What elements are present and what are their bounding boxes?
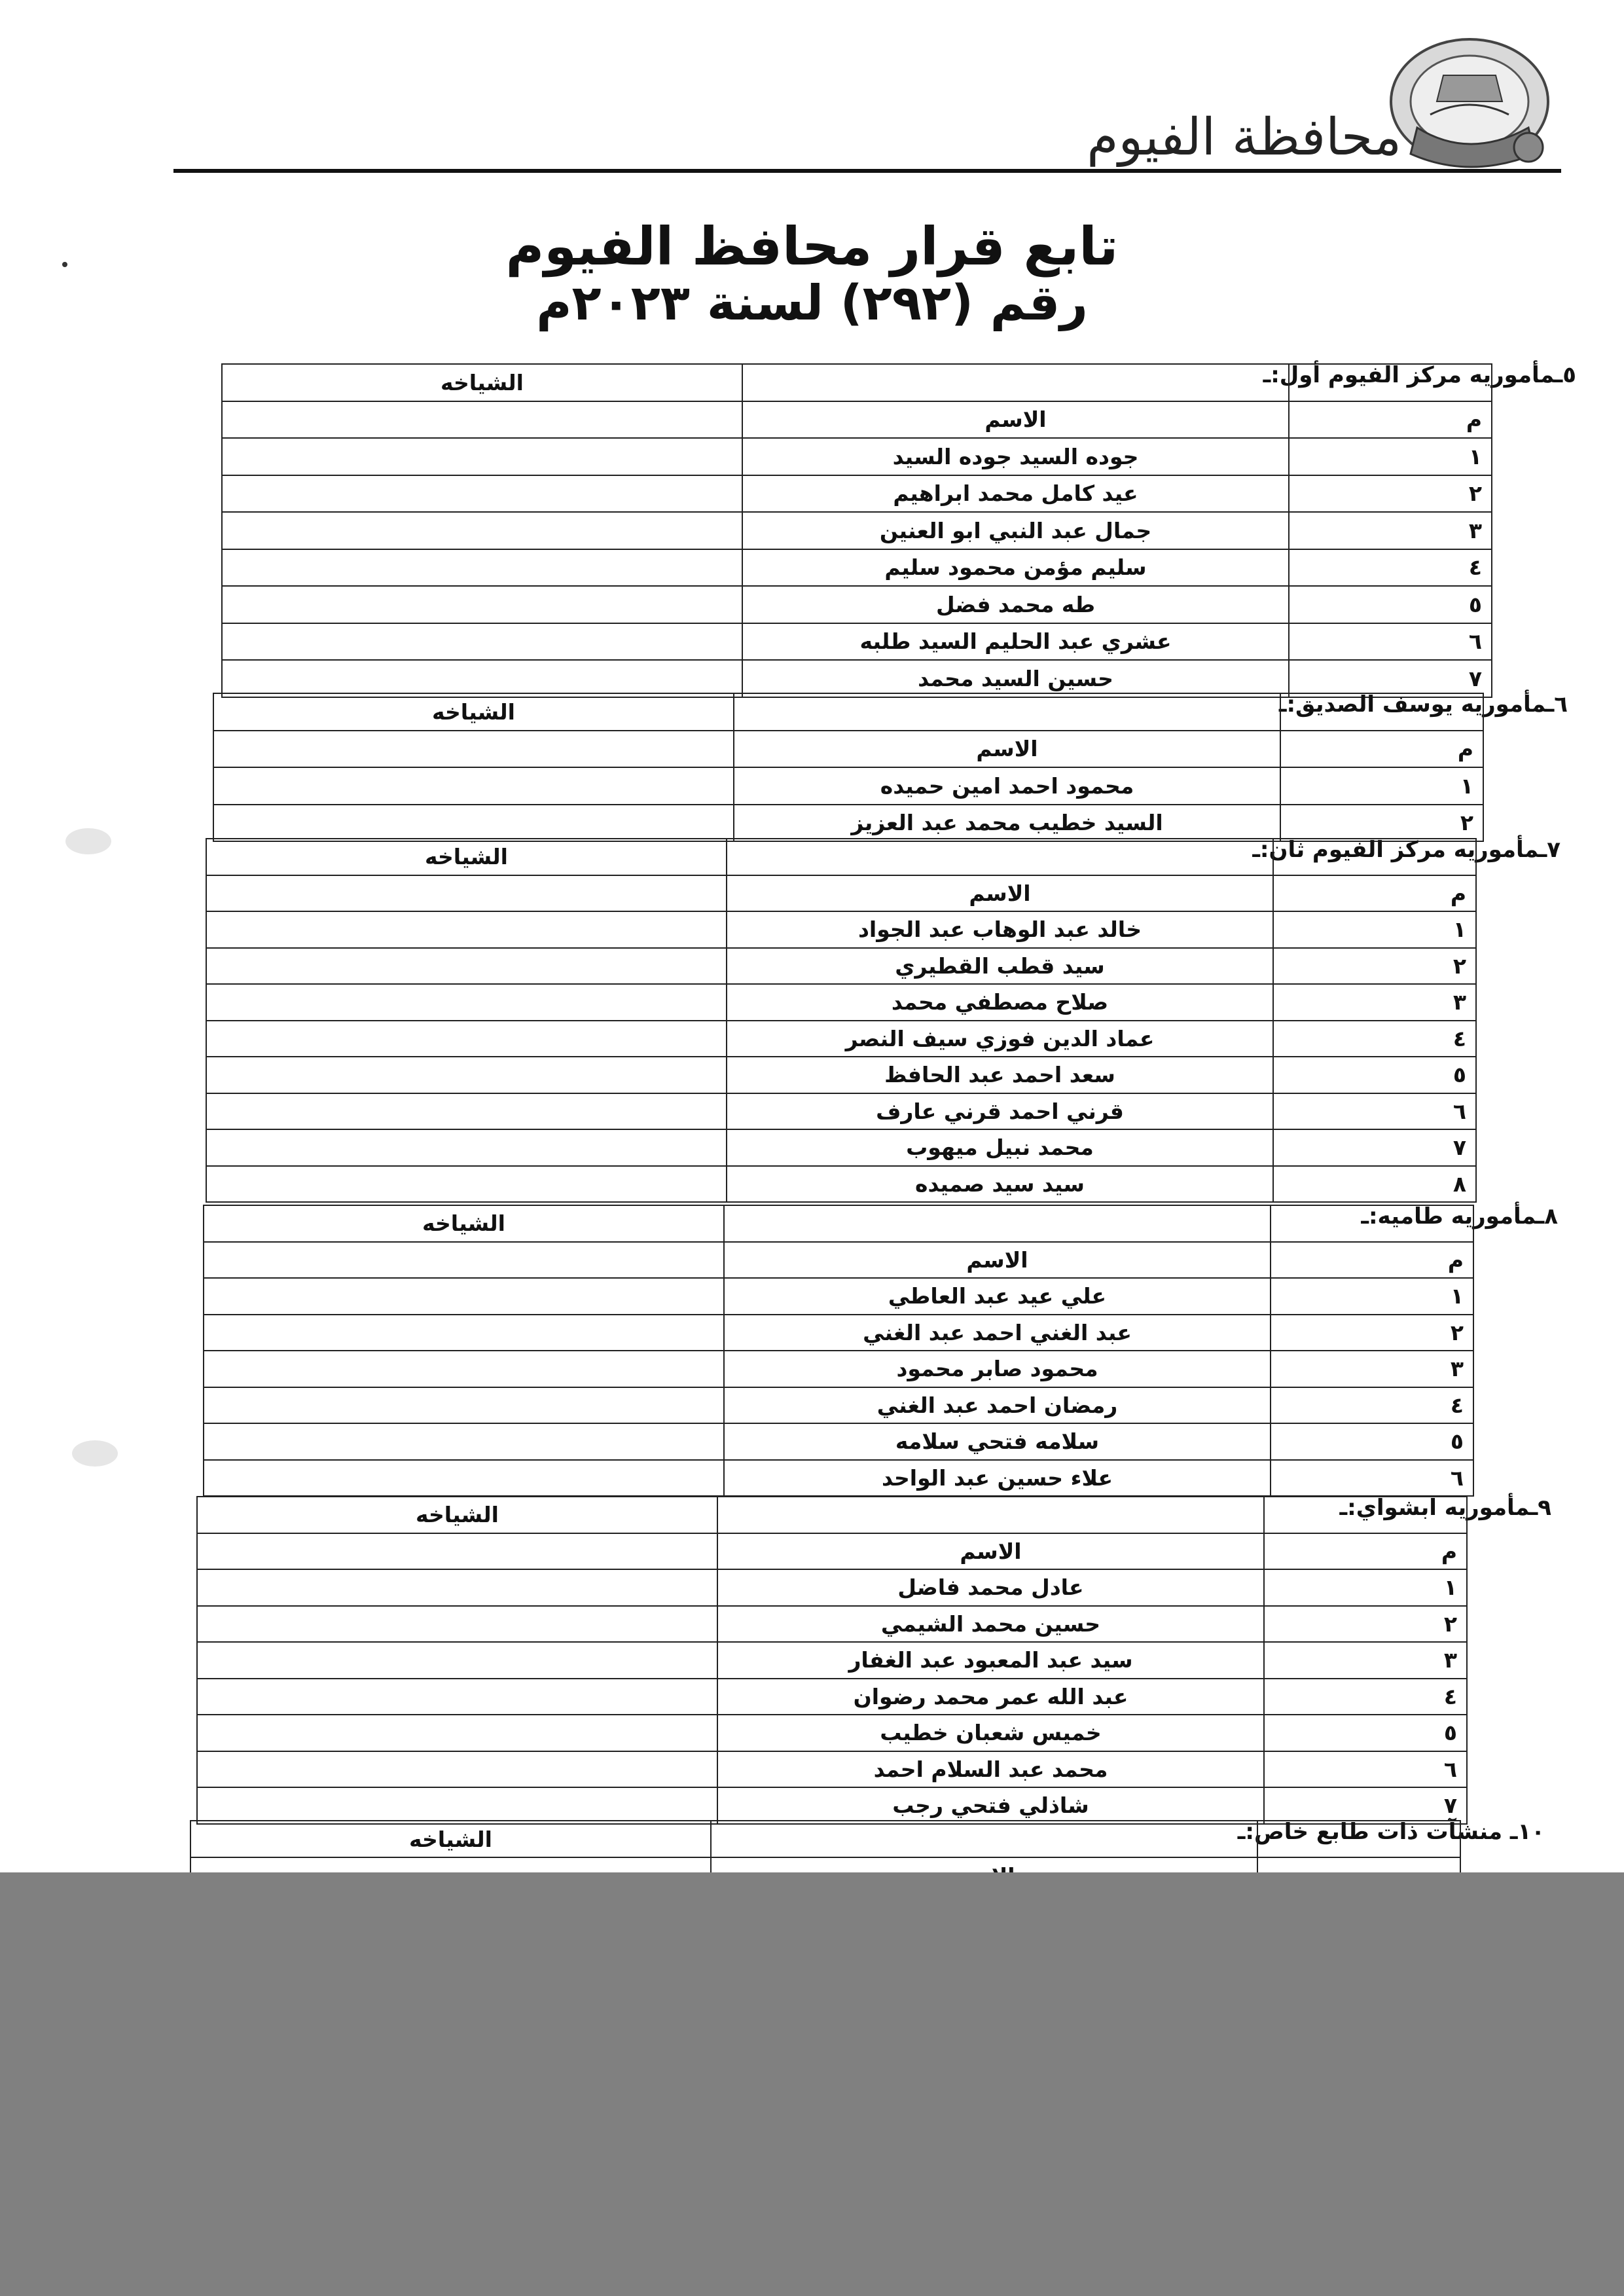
empty-cell: [717, 1497, 1264, 1533]
table-row: [206, 1166, 1476, 1203]
sheyakha-cell: [197, 1569, 717, 1606]
table-row: [197, 1715, 1467, 1751]
empty-cell: [727, 839, 1273, 875]
name-header: الاسم: [724, 1242, 1271, 1279]
table-header-row: [190, 1821, 1460, 1857]
name-header: الاسم: [742, 401, 1289, 439]
section-title: ٥ـمأموريه مركز الفيوم أول:ـ: [1263, 362, 1576, 388]
row-number: ٦: [1264, 1751, 1467, 1788]
section-table: [221, 363, 1492, 698]
section-title: ٧ـمأموريه مركز الفيوم ثان:ـ: [1252, 837, 1561, 863]
person-name: جوده السيد جوده السيد: [742, 438, 1289, 475]
sheyakha-header: الشياخه: [213, 693, 734, 731]
sheyakha-cell: [197, 1787, 717, 1824]
table-header-row: [206, 875, 1476, 912]
row-number: ٣: [1289, 512, 1492, 549]
table-header-row: [213, 731, 1483, 768]
row-number: ٦: [1289, 623, 1492, 661]
table-header-row: [222, 364, 1492, 401]
table-row: [197, 1679, 1467, 1715]
row-number: ٥: [1271, 1423, 1473, 1460]
row-number: ٢: [1271, 1315, 1473, 1351]
person-name: قرني احمد قرني عارف: [727, 1093, 1273, 1130]
section-title: ٦ـمأموريه يوسف الصديق:ـ: [1278, 691, 1568, 718]
section-table: [206, 838, 1477, 1203]
sheyakha-cell: [213, 805, 734, 842]
section-title: ٨ـمأموريه طاميه:ـ: [1361, 1203, 1558, 1230]
sheyakha-cell: [222, 475, 742, 513]
person-name: شاذلي فتحي رجب: [717, 1787, 1264, 1824]
row-number: ٦: [1271, 1460, 1473, 1497]
sheyakha-cell: [204, 1387, 724, 1424]
row-number: ٥: [1289, 586, 1492, 623]
person-name: علاء حسين عبد الواحد: [724, 1460, 1271, 1497]
row-number: ٨: [1273, 1166, 1476, 1203]
row-number: ٢: [1289, 475, 1492, 513]
table-header-row: [197, 1533, 1467, 1570]
person-name: عماد الدين فوزي سيف النصر: [727, 1021, 1273, 1057]
person-name: صلاح مصطفي محمد: [727, 984, 1273, 1021]
person-name: سعد احمد عبد الحافظ: [727, 1057, 1273, 1093]
table-row: [206, 1021, 1476, 1057]
empty-cell: [206, 875, 727, 912]
person-name: طه محمد فضل: [742, 586, 1289, 623]
row-number: ١: [1280, 767, 1483, 805]
table-row: [222, 438, 1492, 475]
row-number: ٦: [1273, 1093, 1476, 1130]
sheyakha-header: الشياخه: [206, 839, 727, 875]
empty-cell: [1289, 364, 1492, 401]
number-header: م: [1289, 401, 1492, 439]
table-row: [222, 512, 1492, 549]
table-header-row: [204, 1205, 1473, 1242]
table-row: [222, 586, 1492, 623]
decree-number: رقم (٢٩٢) لسنة ٢٠٢٣م: [536, 275, 1088, 331]
table-row: [206, 1093, 1476, 1130]
table-row: [213, 805, 1483, 842]
person-name: سيد عبد المعبود عبد الغفار: [717, 1642, 1264, 1679]
sheyakha-cell: [206, 1166, 727, 1203]
sheyakha-header: الشياخه: [197, 1497, 717, 1533]
row-number: ٤: [1289, 549, 1492, 587]
sheyakha-cell: [222, 586, 742, 623]
table-header-row: [204, 1242, 1473, 1279]
table-row: [204, 1460, 1473, 1497]
table-header-row: [213, 693, 1483, 731]
person-name: سيد سيد صميده: [727, 1166, 1273, 1203]
decree-title: تابع قرار محافظ الفيوم: [505, 216, 1119, 277]
section-table: [213, 693, 1484, 842]
governorate-header: محافظة الفيوم: [1087, 108, 1401, 167]
person-name: عبد الله عمر محمد رضوان: [717, 1679, 1264, 1715]
section-table: [196, 1496, 1468, 1825]
empty-cell: [197, 1533, 717, 1570]
row-number: ٤: [1273, 1021, 1476, 1057]
row-number: ١: [1289, 438, 1492, 475]
person-name: جمال عبد النبي ابو العنين: [742, 512, 1289, 549]
sheyakha-cell: [204, 1460, 724, 1497]
person-name: عبد الغني احمد عبد الغني: [724, 1315, 1271, 1351]
table-row: [197, 1751, 1467, 1788]
row-number: ٣: [1264, 1642, 1467, 1679]
sheyakha-cell: [206, 1057, 727, 1093]
table-row: [206, 948, 1476, 985]
row-number: ٧: [1264, 1787, 1467, 1824]
person-name: السيد خطيب محمد عبد العزيز: [734, 805, 1280, 842]
name-header: الاسم: [717, 1533, 1264, 1570]
row-number: ٣: [1273, 984, 1476, 1021]
number-header: م: [1271, 1242, 1473, 1279]
row-number: ٢: [1280, 805, 1483, 842]
row-number: ٤: [1271, 1387, 1473, 1424]
table-header-row: [206, 839, 1476, 875]
row-number: ٥: [1273, 1057, 1476, 1093]
row-number: ١: [1271, 1278, 1473, 1315]
sheyakha-cell: [197, 1679, 717, 1715]
table-row: [197, 1606, 1467, 1643]
table-row: [204, 1423, 1473, 1460]
sheyakha-cell: [197, 1642, 717, 1679]
empty-cell: [1271, 1205, 1473, 1242]
table-row: [197, 1569, 1467, 1606]
empty-cell: [734, 693, 1280, 731]
row-number: ٢: [1264, 1606, 1467, 1643]
sheyakha-cell: [222, 512, 742, 549]
empty-cell: [1257, 1821, 1460, 1857]
table-row: [204, 1278, 1473, 1315]
section-table: [203, 1205, 1474, 1497]
number-header: م: [1264, 1533, 1467, 1570]
number-header: م: [1280, 731, 1483, 768]
sheyakha-cell: [197, 1606, 717, 1643]
person-name: عيد كامل محمد ابراهيم: [742, 475, 1289, 513]
scan-speck: [62, 262, 67, 267]
table-row: [206, 984, 1476, 1021]
empty-cell: [711, 1821, 1257, 1857]
section-title: ٩ـمأموريه ابشواي:ـ: [1339, 1495, 1551, 1521]
header-rule: [173, 169, 1561, 173]
empty-cell: [1273, 839, 1476, 875]
punch-hole-mark: [65, 828, 111, 854]
empty-cell: [213, 731, 734, 768]
table-row: [204, 1351, 1473, 1387]
sheyakha-cell: [222, 549, 742, 587]
sheyakha-cell: [204, 1423, 724, 1460]
row-number: ٤: [1264, 1679, 1467, 1715]
person-name: سليم مؤمن محمود سليم: [742, 549, 1289, 587]
table-row: [197, 1642, 1467, 1679]
person-name: سيد قطب القطيري: [727, 948, 1273, 985]
row-number: ٣: [1271, 1351, 1473, 1387]
sheyakha-cell: [206, 1129, 727, 1166]
table-row: [206, 911, 1476, 948]
row-number: ٥: [1264, 1715, 1467, 1751]
row-number: ١: [1273, 911, 1476, 948]
sheyakha-cell: [204, 1278, 724, 1315]
person-name: رمضان احمد عبد الغني: [724, 1387, 1271, 1424]
sheyakha-cell: [204, 1351, 724, 1387]
table-row: [204, 1315, 1473, 1351]
table-row: [206, 1129, 1476, 1166]
person-name: حسين السيد محمد: [742, 660, 1289, 697]
sheyakha-cell: [197, 1715, 717, 1751]
empty-cell: [724, 1205, 1271, 1242]
sheyakha-cell: [206, 1021, 727, 1057]
empty-cell: [1264, 1497, 1467, 1533]
person-name: محمد نبيل ميهوب: [727, 1129, 1273, 1166]
empty-cell: [204, 1242, 724, 1279]
empty-cell: [1280, 693, 1483, 731]
table-header-row: [222, 401, 1492, 439]
sheyakha-cell: [206, 1093, 727, 1130]
sheyakha-cell: [197, 1751, 717, 1788]
sheyakha-cell: [204, 1315, 724, 1351]
person-name: خالد عبد الوهاب عبد الجواد: [727, 911, 1273, 948]
table-row: [222, 475, 1492, 513]
sheyakha-cell: [222, 623, 742, 661]
person-name: محمد عبد السلام احمد: [717, 1751, 1264, 1788]
sheyakha-cell: [206, 948, 727, 985]
table-header-row: [197, 1497, 1467, 1533]
sheyakha-header: الشياخه: [222, 364, 742, 401]
number-header: م: [1273, 875, 1476, 912]
empty-cell: [222, 401, 742, 439]
person-name: عشري عبد الحليم السيد طلبه: [742, 623, 1289, 661]
sheyakha-cell: [206, 911, 727, 948]
person-name: سلامه فتحي سلامه: [724, 1423, 1271, 1460]
punch-hole-mark: [72, 1440, 118, 1467]
person-name: محمود صابر محمود: [724, 1351, 1271, 1387]
row-number: ٧: [1273, 1129, 1476, 1166]
person-name: خميس شعبان خطيب: [717, 1715, 1264, 1751]
table-row: [222, 549, 1492, 587]
row-number: ١: [1264, 1569, 1467, 1606]
table-row: [206, 1057, 1476, 1093]
table-row: [222, 623, 1492, 661]
row-number: ٧: [1289, 660, 1492, 697]
empty-cell: [742, 364, 1289, 401]
name-header: الاسم: [734, 731, 1280, 768]
sheyakha-cell: [206, 984, 727, 1021]
sheyakha-cell: [222, 438, 742, 475]
table-row: [204, 1387, 1473, 1424]
person-name: علي عيد عبد العاطي: [724, 1278, 1271, 1315]
sheyakha-cell: [222, 660, 742, 697]
sheyakha-cell: [213, 767, 734, 805]
person-name: عادل محمد فاضل: [717, 1569, 1264, 1606]
section-title: ١٠ـ منشآت ذات طابع خاص:ـ: [1237, 1819, 1545, 1845]
sheyakha-header: الشياخه: [204, 1205, 724, 1242]
person-name: محمود احمد امين حميده: [734, 767, 1280, 805]
person-name: حسين محمد الشيمي: [717, 1606, 1264, 1643]
table-row: [213, 767, 1483, 805]
sheyakha-header: الشياخه: [190, 1821, 711, 1857]
scanner-background: [0, 1872, 1624, 2296]
row-number: ٢: [1273, 948, 1476, 985]
name-header: الاسم: [727, 875, 1273, 912]
